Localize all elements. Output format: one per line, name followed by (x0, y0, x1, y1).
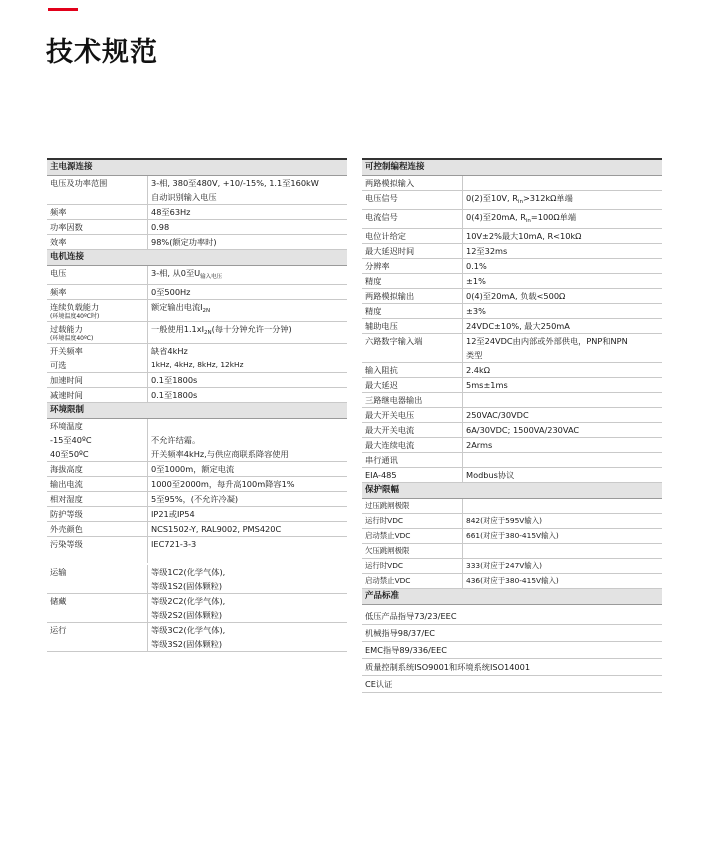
table-row: 三路继电器输出 (362, 393, 662, 408)
table-row: -15至40ºC 不允许结霜。 (47, 433, 347, 447)
table-row: 电位计给定 10V±2%最大10mA, R<10kΩ (362, 229, 662, 244)
right-spec-table (362, 158, 662, 693)
section-header-programmable: 可控制编程连接 (362, 158, 662, 176)
table-row: 串行通讯 (362, 453, 662, 468)
table-row: 开关频率 缺省4kHz (47, 344, 347, 358)
table-row: 运行时VDC 842(对应于595V输入) (362, 514, 662, 529)
table-row: 40至50ºC 开关频率4kHz,与供应商联系降容使用 (47, 447, 347, 462)
table-row: 电压信号 0(2)至10V, $R_{in}>312k\Omega$单端 (362, 191, 662, 210)
table-row: 输出电流 1000至2000m，每升高100m降容1% (47, 477, 347, 492)
table-row: 电压及功率范围 3-相, 380至480V, +10/-15%, 1.1至160kW (47, 176, 347, 190)
table-row: 运行时VDC 333(对应于247V输入) (362, 559, 662, 574)
table-row: 连续负载能力 (环境温度40ºC时) 额定输出电流$I_{2N}$ (47, 300, 347, 322)
table-row: 外壳颜色 NCS1502-Y, RAL9002, PMS420C (47, 522, 347, 537)
section-header-motor: 电机连接 (47, 250, 347, 266)
list-item: 质量控制系统ISO9001和环境系统ISO14001 (362, 659, 662, 676)
table-row: 等级3S2(固体颗粒) (47, 637, 347, 652)
table-row: 防护等级 IP21或IP54 (47, 507, 347, 522)
list-item: CE认证 (362, 676, 662, 693)
table-row: 过载能力 (环境温度40ºC) 一般使用$1.1xI_{2N}$(每十分钟允许一分钟) (47, 322, 347, 344)
section-header-protection: 保护限幅 (362, 483, 662, 499)
table-row: 效率 98%(额定功率时) (47, 235, 347, 250)
table-row: 运输 等级1C2(化学气体), (47, 565, 347, 579)
table-row: 电流信号 0(4)至20mA, $R_{in}=100\Omega$单端 (362, 210, 662, 229)
table-row: 污染等级 IEC721-3-3 (47, 537, 347, 551)
table-row: 最大延迟 5ms±1ms (362, 378, 662, 393)
table-row: 运行 等级3C2(化学气体), (47, 623, 347, 637)
table-row: 减速时间 0.1至1800s (47, 388, 347, 403)
section-header-environment: 环境限制 (47, 403, 347, 419)
table-row: 启动禁止VDC 661(对应于380-415V输入) (362, 529, 662, 544)
table-row: 加速时间 0.1至1800s (47, 373, 347, 388)
table-row: 精度 ±1% (362, 274, 662, 289)
table-row: 电压 3-相, 从0至$U_{输入电压}$ (47, 266, 347, 285)
table-row: 过压跳闸极限 (362, 499, 662, 514)
table-row: 类型 (362, 348, 662, 363)
table-row: 两路模拟输入 (362, 176, 662, 191)
table-row: 分辨率 0.1% (362, 259, 662, 274)
list-item: 机械指导98/37/EC (362, 625, 662, 642)
table-row: 最大开关电压 250VAC/30VDC (362, 408, 662, 423)
table-row: 最大延迟时间 12至32ms (362, 244, 662, 259)
section-header-standards: 产品标准 (362, 589, 662, 605)
left-spec-table (47, 158, 347, 652)
table-row: 频率 0至500Hz (47, 285, 347, 300)
table-row: 可选 1kHz, 4kHz, 8kHz, 12kHz (47, 358, 347, 373)
table-row: 最大开关电流 6A/30VDC; 1500VA/230VAC (362, 423, 662, 438)
table-row: 输入阻抗 2.4kΩ (362, 363, 662, 378)
table-row: 欠压跳闸极限 (362, 544, 662, 559)
table-row: 储藏 等级2C2(化学气体), (47, 594, 347, 608)
table-row: 等级2S2(固体颗粒) (47, 608, 347, 623)
page-title: 技术规范 (46, 37, 158, 68)
table-row: 精度 ±3% (362, 304, 662, 319)
table-row: 辅助电压 24VDC±10%, 最大250mA (362, 319, 662, 334)
table-row: 六路数字输入端 12至24VDC由内部或外部供电，PNP和NPN (362, 334, 662, 348)
table-row: 等级1S2(固体颗粒) (47, 579, 347, 594)
table-row: 海拔高度 0至1000m，额定电流 (47, 462, 347, 477)
table-row: 启动禁止VDC 436(对应于380-415V输入) (362, 574, 662, 589)
table-row: 相对湿度 5至95%，(不允许冷凝) (47, 492, 347, 507)
table-row: 自动识别输入电压 (47, 190, 347, 205)
table-row: 最大连续电流 2Arms (362, 438, 662, 453)
accent-bar (48, 8, 78, 11)
table-row: EIA-485 Modbus协议 (362, 468, 662, 483)
table-row: 频率 48至63Hz (47, 205, 347, 220)
table-row: 环境温度 (47, 419, 347, 433)
section-header-main-power: 主电源连接 (47, 158, 347, 176)
table-row: 功率因数 0.98 (47, 220, 347, 235)
list-item: 低压产品指导73/23/EEC (362, 605, 662, 625)
table-row: 两路模拟输出 0(4)至20mA, 负载<500Ω (362, 289, 662, 304)
list-item: EMC指导89/336/EEC (362, 642, 662, 659)
